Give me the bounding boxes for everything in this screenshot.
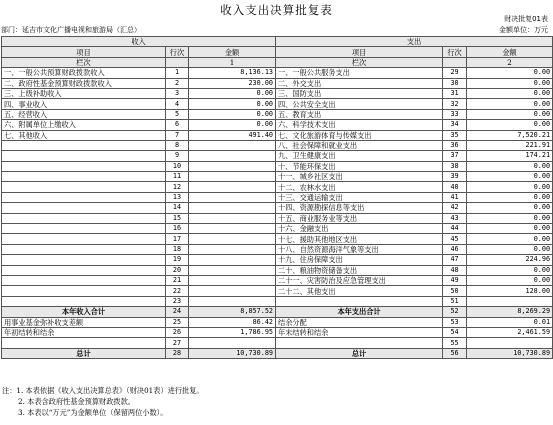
income-lanci-blank — [166, 57, 189, 67]
expense-item-label: 八、社会保障和就业支出 — [276, 140, 443, 150]
table-row — [2, 275, 553, 285]
expense-row-number: 30 — [443, 78, 467, 88]
income-row-number: 22 — [166, 286, 189, 296]
income-amount — [189, 213, 276, 223]
table-row — [2, 224, 553, 234]
form-code: 财决批复01表 — [504, 15, 548, 23]
expense-row-header: 行次 — [443, 47, 467, 57]
income-item-label — [2, 255, 166, 265]
document-title: 收入支出决算批复表 — [220, 3, 333, 17]
income-item-label: 二、政府性基金预算财政拨款收入 — [2, 78, 166, 88]
income-item-label — [2, 192, 166, 202]
footnote-3: 3. 本表以“万元”为金额单位（保留两位小数）。 — [18, 408, 168, 417]
income-item-label — [2, 161, 166, 171]
expense-summary-amount: 0.01 — [467, 317, 553, 327]
expense-summary-label: 年末结转和结余 — [276, 327, 443, 337]
summary-row — [2, 348, 553, 358]
income-section-header: 收入 — [2, 37, 276, 47]
column-header-row — [2, 47, 553, 57]
table-row — [2, 172, 553, 182]
table-row — [2, 120, 553, 130]
expense-amount: 221.91 — [467, 140, 553, 150]
expense-summary-amount: 8,269.29 — [467, 307, 553, 317]
income-row-number: 8 — [166, 140, 189, 150]
income-lanci-label: 栏次 — [2, 57, 166, 67]
income-amount — [189, 161, 276, 171]
expense-amount: 174.21 — [467, 151, 553, 161]
expense-amount: 7,520.21 — [467, 130, 553, 140]
income-item-label: 五、经营收入 — [2, 109, 166, 119]
income-amount: 230.00 — [189, 78, 276, 88]
expense-row-number: 32 — [443, 99, 467, 109]
footnote-1: 注：1. 本表依据《收入支出决算总表》（财决01表）进行批复。 — [2, 386, 204, 395]
income-row-number: 12 — [166, 182, 189, 192]
income-amount — [189, 286, 276, 296]
expense-amount: 224.96 — [467, 255, 553, 265]
expense-row-number: 38 — [443, 161, 467, 171]
expense-item-label: 七、文化旅游体育与传媒支出 — [276, 130, 443, 140]
expense-row-number: 35 — [443, 130, 467, 140]
table-row — [2, 255, 553, 265]
income-summary-amount — [189, 338, 276, 348]
expense-row-number: 36 — [443, 140, 467, 150]
expense-summary-row-number: 53 — [443, 317, 467, 327]
income-summary-label: 总计 — [2, 348, 166, 358]
table-row — [2, 88, 553, 98]
summary-row — [2, 338, 553, 348]
unit-label: 金额单位：万元 — [499, 26, 548, 34]
income-row-number: 7 — [166, 130, 189, 140]
income-summary-amount: 1,786.95 — [189, 327, 276, 337]
income-item-label — [2, 275, 166, 285]
income-amount — [189, 244, 276, 254]
expense-row-number: 41 — [443, 192, 467, 202]
expense-item-label: 二十一、灾害防治及应急管理支出 — [276, 275, 443, 285]
income-row-number: 6 — [166, 120, 189, 130]
expense-summary-amount: 10,730.89 — [467, 348, 553, 358]
expense-item-label — [276, 296, 443, 306]
table-row — [2, 140, 553, 150]
expense-row-number: 46 — [443, 244, 467, 254]
expense-item-label: 二十、粮油物资储备支出 — [276, 265, 443, 275]
expense-summary-label: 本年支出合计 — [276, 307, 443, 317]
expense-row-number: 31 — [443, 88, 467, 98]
income-row-number: 19 — [166, 255, 189, 265]
expense-amount: 128.00 — [467, 286, 553, 296]
income-item-label — [2, 151, 166, 161]
department-label: 部门：延吉市文化广播电视和旅游局（汇总） — [1, 26, 141, 34]
summary-row — [2, 317, 553, 327]
expense-row-number: 48 — [443, 265, 467, 275]
expense-amount: 0.00 — [467, 213, 553, 223]
table-row — [2, 161, 553, 171]
expense-amount: 0.00 — [467, 182, 553, 192]
income-col-number: 1 — [189, 57, 276, 67]
table-row — [2, 151, 553, 161]
table-row — [2, 130, 553, 140]
income-row-number: 9 — [166, 151, 189, 161]
table-row — [2, 192, 553, 202]
income-item-label: 四、事业收入 — [2, 99, 166, 109]
income-amount — [189, 224, 276, 234]
expense-summary-amount — [467, 338, 553, 348]
expense-item-label: 十八、自然资源海洋气象等支出 — [276, 244, 443, 254]
expense-row-number: 29 — [443, 68, 467, 78]
summary-row — [2, 327, 553, 337]
table-row — [2, 213, 553, 223]
income-amount — [189, 275, 276, 285]
table-row — [2, 78, 553, 88]
income-item-label: 六、附属单位上缴收入 — [2, 120, 166, 130]
expense-row-number: 44 — [443, 224, 467, 234]
income-item-label — [2, 213, 166, 223]
income-summary-label: 用事业基金弥补收支差额 — [2, 317, 166, 327]
income-amount — [189, 151, 276, 161]
expense-section-header: 支出 — [276, 37, 553, 47]
expense-row-number: 40 — [443, 182, 467, 192]
expense-item-label: 十二、农林水支出 — [276, 182, 443, 192]
expense-summary-row-number: 52 — [443, 307, 467, 317]
expense-amount: 0.00 — [467, 78, 553, 88]
summary-row — [2, 307, 553, 317]
income-item-label: 三、上级补助收入 — [2, 88, 166, 98]
table-row — [2, 265, 553, 275]
column-index-row — [2, 57, 553, 67]
income-summary-row-number: 27 — [166, 338, 189, 348]
expense-amount: 0.00 — [467, 275, 553, 285]
expense-item-label: 五、教育支出 — [276, 109, 443, 119]
income-row-number: 10 — [166, 161, 189, 171]
income-amount — [189, 265, 276, 275]
expense-amount: 0.00 — [467, 88, 553, 98]
income-amount — [189, 255, 276, 265]
income-item-label — [2, 265, 166, 275]
expense-amount: 0.00 — [467, 109, 553, 119]
income-summary-row-number: 24 — [166, 307, 189, 317]
income-amount: 8,136.13 — [189, 68, 276, 78]
income-row-number: 14 — [166, 203, 189, 213]
income-row-number: 3 — [166, 88, 189, 98]
expense-item-label: 四、公共安全支出 — [276, 99, 443, 109]
expense-amount: 0.00 — [467, 203, 553, 213]
income-amount — [189, 172, 276, 182]
expense-item-label: 十九、住房保障支出 — [276, 255, 443, 265]
expense-item-label: 六、科学技术支出 — [276, 120, 443, 130]
income-item-label — [2, 234, 166, 244]
income-summary-row-number: 26 — [166, 327, 189, 337]
income-item-label — [2, 203, 166, 213]
expense-item-label: 十四、资源勘探信息等支出 — [276, 203, 443, 213]
expense-item-label: 十、节能环保支出 — [276, 161, 443, 171]
expense-row-number: 50 — [443, 286, 467, 296]
income-item-header: 项目 — [2, 47, 166, 57]
income-expense-table — [1, 36, 553, 359]
income-item-label — [2, 286, 166, 296]
table-row — [2, 296, 553, 306]
expense-item-label: 二十二、其他支出 — [276, 286, 443, 296]
income-amount — [189, 296, 276, 306]
expense-amount — [467, 296, 553, 306]
expense-amount: 0.00 — [467, 265, 553, 275]
expense-summary-amount: 2,461.59 — [467, 327, 553, 337]
table-row — [2, 203, 553, 213]
expense-amount: 0.00 — [467, 161, 553, 171]
section-header-row — [2, 37, 553, 47]
expense-lanci-label: 栏次 — [276, 57, 443, 67]
expense-row-number: 42 — [443, 203, 467, 213]
income-row-number: 2 — [166, 78, 189, 88]
income-row-number: 15 — [166, 213, 189, 223]
table-row — [2, 244, 553, 254]
income-row-number: 23 — [166, 296, 189, 306]
expense-amount: 0.00 — [467, 68, 553, 78]
expense-row-number: 43 — [443, 213, 467, 223]
expense-row-number: 47 — [443, 255, 467, 265]
income-row-number: 21 — [166, 275, 189, 285]
income-row-number: 18 — [166, 244, 189, 254]
income-amount — [189, 192, 276, 202]
expense-summary-label — [276, 338, 443, 348]
expense-amount: 0.00 — [467, 244, 553, 254]
expense-item-label: 三、国防支出 — [276, 88, 443, 98]
expense-amount: 0.00 — [467, 99, 553, 109]
income-amount: 0.00 — [189, 120, 276, 130]
income-item-label: 一、一般公共预算财政拨款收入 — [2, 68, 166, 78]
expense-item-label: 九、卫生健康支出 — [276, 151, 443, 161]
footnote-2: 2. 本表含政府性基金预算财政拨款。 — [18, 397, 135, 406]
income-amount — [189, 140, 276, 150]
expense-item-label: 十六、金融支出 — [276, 224, 443, 234]
expense-row-number: 33 — [443, 109, 467, 119]
expense-item-label: 十一、城乡社区支出 — [276, 172, 443, 182]
income-item-label — [2, 182, 166, 192]
expense-summary-label: 结余分配 — [276, 317, 443, 327]
table-row — [2, 109, 553, 119]
expense-row-number: 45 — [443, 234, 467, 244]
income-amount-header: 金额 — [189, 47, 276, 57]
income-amount — [189, 182, 276, 192]
income-row-header: 行次 — [166, 47, 189, 57]
expense-item-label: 十五、商业服务业等支出 — [276, 213, 443, 223]
income-row-number: 20 — [166, 265, 189, 275]
income-summary-label — [2, 338, 166, 348]
income-amount: 0.00 — [189, 99, 276, 109]
income-amount — [189, 203, 276, 213]
income-row-number: 4 — [166, 99, 189, 109]
income-amount: 0.00 — [189, 109, 276, 119]
income-row-number: 11 — [166, 172, 189, 182]
income-summary-amount: 10,730.89 — [189, 348, 276, 358]
income-amount: 0.00 — [189, 88, 276, 98]
income-row-number: 5 — [166, 109, 189, 119]
table-row — [2, 182, 553, 192]
expense-row-number: 37 — [443, 151, 467, 161]
income-row-number: 16 — [166, 224, 189, 234]
expense-item-label: 十七、援助其他地区支出 — [276, 234, 443, 244]
expense-lanci-blank — [443, 57, 467, 67]
expense-summary-label: 总计 — [276, 348, 443, 358]
expense-summary-row-number: 55 — [443, 338, 467, 348]
income-item-label: 七、其他收入 — [2, 130, 166, 140]
income-summary-label: 本年收入合计 — [2, 307, 166, 317]
table-row — [2, 234, 553, 244]
expense-row-number: 39 — [443, 172, 467, 182]
income-amount — [189, 234, 276, 244]
income-row-number: 17 — [166, 234, 189, 244]
table-row — [2, 99, 553, 109]
income-item-label — [2, 296, 166, 306]
income-row-number: 13 — [166, 192, 189, 202]
expense-row-number: 51 — [443, 296, 467, 306]
income-item-label — [2, 172, 166, 182]
expense-amount: 0.00 — [467, 120, 553, 130]
income-summary-amount: 8,857.52 — [189, 307, 276, 317]
income-row-number: 1 — [166, 68, 189, 78]
income-summary-row-number: 25 — [166, 317, 189, 327]
expense-item-header: 项目 — [276, 47, 443, 57]
income-summary-row-number: 28 — [166, 348, 189, 358]
expense-item-label: 十三、交通运输支出 — [276, 192, 443, 202]
footnotes — [2, 385, 204, 418]
expense-amount: 0.00 — [467, 172, 553, 182]
income-summary-label: 年初结转和结余 — [2, 327, 166, 337]
table-row — [2, 286, 553, 296]
expense-row-number: 34 — [443, 120, 467, 130]
expense-item-label: 二、外交支出 — [276, 78, 443, 88]
expense-amount: 0.00 — [467, 192, 553, 202]
expense-summary-row-number: 56 — [443, 348, 467, 358]
income-item-label — [2, 244, 166, 254]
table-row — [2, 68, 553, 78]
expense-amount: 0.00 — [467, 224, 553, 234]
expense-item-label: 一、一般公共服务支出 — [276, 68, 443, 78]
expense-col-number: 2 — [467, 57, 553, 67]
income-amount: 491.40 — [189, 130, 276, 140]
income-item-label — [2, 224, 166, 234]
expense-amount-header: 金额 — [467, 47, 553, 57]
expense-summary-row-number: 54 — [443, 327, 467, 337]
income-summary-amount: 86.42 — [189, 317, 276, 327]
expense-amount: 0.00 — [467, 234, 553, 244]
expense-row-number: 49 — [443, 275, 467, 285]
income-item-label — [2, 140, 166, 150]
